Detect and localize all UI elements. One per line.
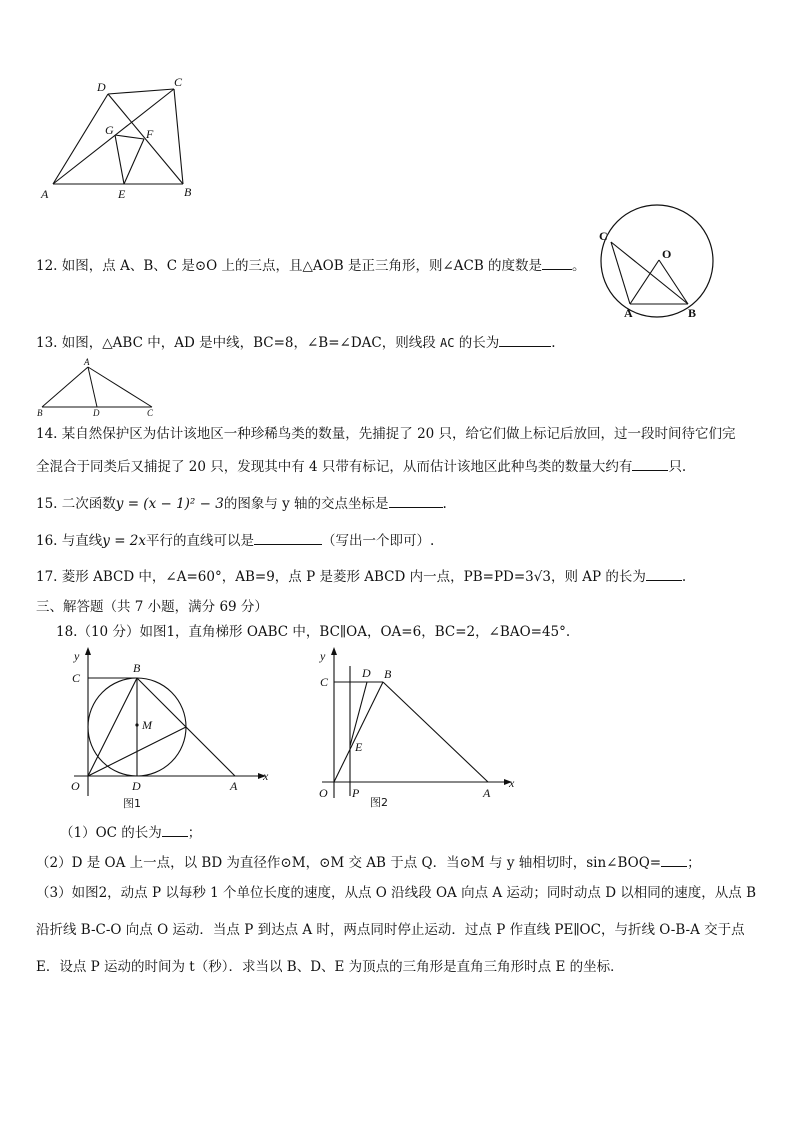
q18-part2-tail: ；: [687, 855, 701, 871]
seg-OB: [659, 260, 688, 304]
seg-AD: [88, 367, 97, 407]
seg-EG: [115, 135, 124, 184]
question-16: [36, 530, 434, 551]
q16-tail: （写出一个即可）.: [322, 533, 435, 549]
q16-answer-blank[interactable]: [254, 530, 322, 545]
q17-number: 17.: [36, 569, 58, 585]
q17-sqrt: √3: [533, 569, 551, 585]
q12-answer-blank[interactable]: [542, 255, 572, 270]
q13-tail: .: [551, 335, 556, 351]
label-O: O: [71, 779, 80, 793]
label-G: G: [105, 123, 114, 137]
seg-CB: [611, 242, 688, 304]
q18-part3-line3: [36, 957, 624, 977]
q15-text: 二次函数: [61, 496, 116, 512]
label-y: y: [74, 649, 80, 663]
q12-text: 如图，点 A、B、C 是⊙O 上的三点，且△AOB 是正三角形，则∠ACB 的度数是: [61, 258, 543, 274]
q13-text2: 的长为: [458, 335, 500, 351]
label-E: E: [118, 187, 126, 201]
edge-DC: [108, 89, 174, 94]
question-12: [36, 255, 586, 276]
q14-answer-blank[interactable]: [632, 456, 668, 471]
q16-text: 与直线: [61, 533, 103, 549]
q18-part1-tail: ；: [187, 825, 202, 841]
question-15: [36, 493, 447, 514]
q13-number: 13.: [36, 335, 58, 351]
figure-q13-triangle: [34, 356, 164, 418]
q18-part3-line1: [36, 883, 756, 903]
label-D: D: [97, 80, 106, 94]
q18-part2: [36, 852, 701, 873]
q18-part2-blank[interactable]: [661, 852, 687, 867]
label-D: D: [132, 779, 141, 793]
seg-FE: [124, 139, 144, 184]
q17-tail: .: [681, 569, 687, 585]
section-3-heading: [36, 597, 268, 617]
q15-number: 15.: [36, 496, 58, 512]
question-17: [36, 566, 686, 587]
q18-part3-line2: [36, 920, 745, 940]
seg-BA: [383, 682, 488, 782]
label-x: x: [509, 776, 515, 790]
q16-formula: y = 2x: [102, 533, 147, 549]
label-E: E: [355, 740, 363, 754]
q16-text2: 平行的直线可以是: [146, 533, 255, 549]
label-F: F: [146, 127, 154, 141]
q18-part3-text3: E．设点 P 运动的时间为 t（秒）．求当以 B、D、E 为顶点的三角形是直角三角形时点 E 的坐标．: [36, 959, 624, 975]
q18-header-text: 18.（10 分）如图1，直角梯形 OABC 中，BC∥OA，OA=6，BC=2，∠BAO=45°.: [56, 624, 571, 640]
label-A: A: [483, 786, 491, 800]
label-C: C: [599, 229, 608, 243]
y-axis-arrow: [331, 647, 337, 655]
seg-CA: [611, 242, 630, 304]
label-O: O: [662, 247, 672, 261]
label-C: C: [72, 671, 81, 685]
question-14: [36, 424, 736, 444]
circle-O: [601, 205, 713, 317]
y-axis-arrow: [85, 647, 91, 655]
label-O: O: [319, 786, 328, 800]
seg-DE: [350, 682, 367, 746]
label-C: C: [174, 75, 183, 89]
label-A: A: [84, 357, 90, 367]
q18-part1: [60, 822, 201, 843]
q14-tail: 只.: [668, 459, 687, 475]
q17-answer-blank[interactable]: [646, 566, 682, 581]
seg-BA: [42, 367, 88, 407]
q17-text: 菱形 ABCD 中，∠A=60°，AB=9，点 P 是菱形 ABCD 内一点，PB=PD=3: [61, 569, 534, 585]
label-B: B: [688, 306, 697, 320]
seg-GF: [115, 135, 144, 139]
q18-part1-blank[interactable]: [162, 822, 188, 837]
label-A: A: [624, 306, 633, 320]
q15-tail: .: [442, 496, 447, 512]
section-3-title: 三、解答题（共 7 小题，满分 69 分）: [36, 599, 268, 615]
q18-part1-text: （1）OC 的长为: [60, 825, 162, 841]
question-18-header: [56, 622, 570, 642]
label-C: C: [320, 675, 329, 689]
q16-number: 16.: [36, 533, 58, 549]
question-13: [36, 332, 556, 353]
q15-text2: 的图象与 y 轴的交点坐标是: [223, 496, 389, 512]
label-A: A: [230, 779, 238, 793]
question-14-cont: [36, 456, 686, 477]
q14-line1: 某自然保护区为估计该地区一种珍稀鸟类的数量，先捕捉了 20 只，给它们做上标记后放回，过一段时间待它们完: [61, 426, 736, 442]
label-P: P: [352, 786, 360, 800]
label-B: B: [133, 661, 141, 675]
point-M: [135, 723, 138, 726]
label-y: y: [320, 649, 326, 663]
edge-AD: [53, 94, 108, 184]
seg-OB: [88, 678, 137, 776]
label-B: B: [184, 185, 192, 199]
seg-OB: [334, 682, 383, 782]
q18-part3-text2: 沿折线 B-C-O 向点 O 运动．当点 P 到达点 A 时，两点同时停止运动．过点 P 作直线 PE∥OC，与折线 O-B-A 交于点: [36, 922, 745, 938]
label-D: D: [362, 666, 371, 680]
q12-tail: 。: [572, 258, 586, 274]
q13-var-ac: AC: [440, 336, 455, 350]
q14-number: 14.: [36, 426, 58, 442]
q14-line2: 全混合于同类后又捕捉了 20 只，发现其中有 4 只带有标记，从而估计该地区此种鸟类的数量大约有: [36, 459, 633, 475]
q18-part2-text: （2）D 是 OA 上一点，以 BD 为直径作⊙M，⊙M 交 AB 于点 Q．当⊙M 与 y 轴相切时，sin∠BOQ=: [36, 855, 662, 871]
figure-q18-1: [60, 646, 280, 811]
q13-answer-blank[interactable]: [499, 332, 551, 347]
q18-part3-text1: （3）如图2，动点 P 以每秒 1 个单位长度的速度，从点 O 沿线段 OA 向点 A 运动；同时动点 D 以相同的速度，从点 B: [36, 885, 757, 901]
label-B: B: [37, 408, 43, 418]
figure-q11: [36, 72, 206, 204]
label-A: A: [41, 187, 49, 201]
label-M: M: [142, 718, 152, 732]
figure-caption-2: 图2: [370, 796, 388, 809]
figure-q18-2: [310, 646, 530, 811]
q17-text2: ，则 AP 的长为: [550, 569, 646, 585]
figure-q12-circle: [592, 200, 722, 322]
figure-caption-1: 图1: [123, 797, 141, 810]
seg-AC: [88, 367, 152, 407]
q15-formula: y = (x − 1)² − 3: [115, 496, 224, 512]
q15-answer-blank[interactable]: [389, 493, 443, 508]
label-x: x: [263, 769, 269, 783]
seg-OA: [630, 260, 659, 304]
q13-text: 如图，△ABC 中，AD 是中线，BC=8，∠B=∠DAC，则线段: [61, 335, 436, 351]
label-C: C: [147, 408, 154, 418]
edge-CB: [174, 89, 183, 184]
q12-number: 12.: [36, 258, 58, 274]
label-B: B: [384, 667, 392, 681]
label-D: D: [93, 408, 100, 418]
